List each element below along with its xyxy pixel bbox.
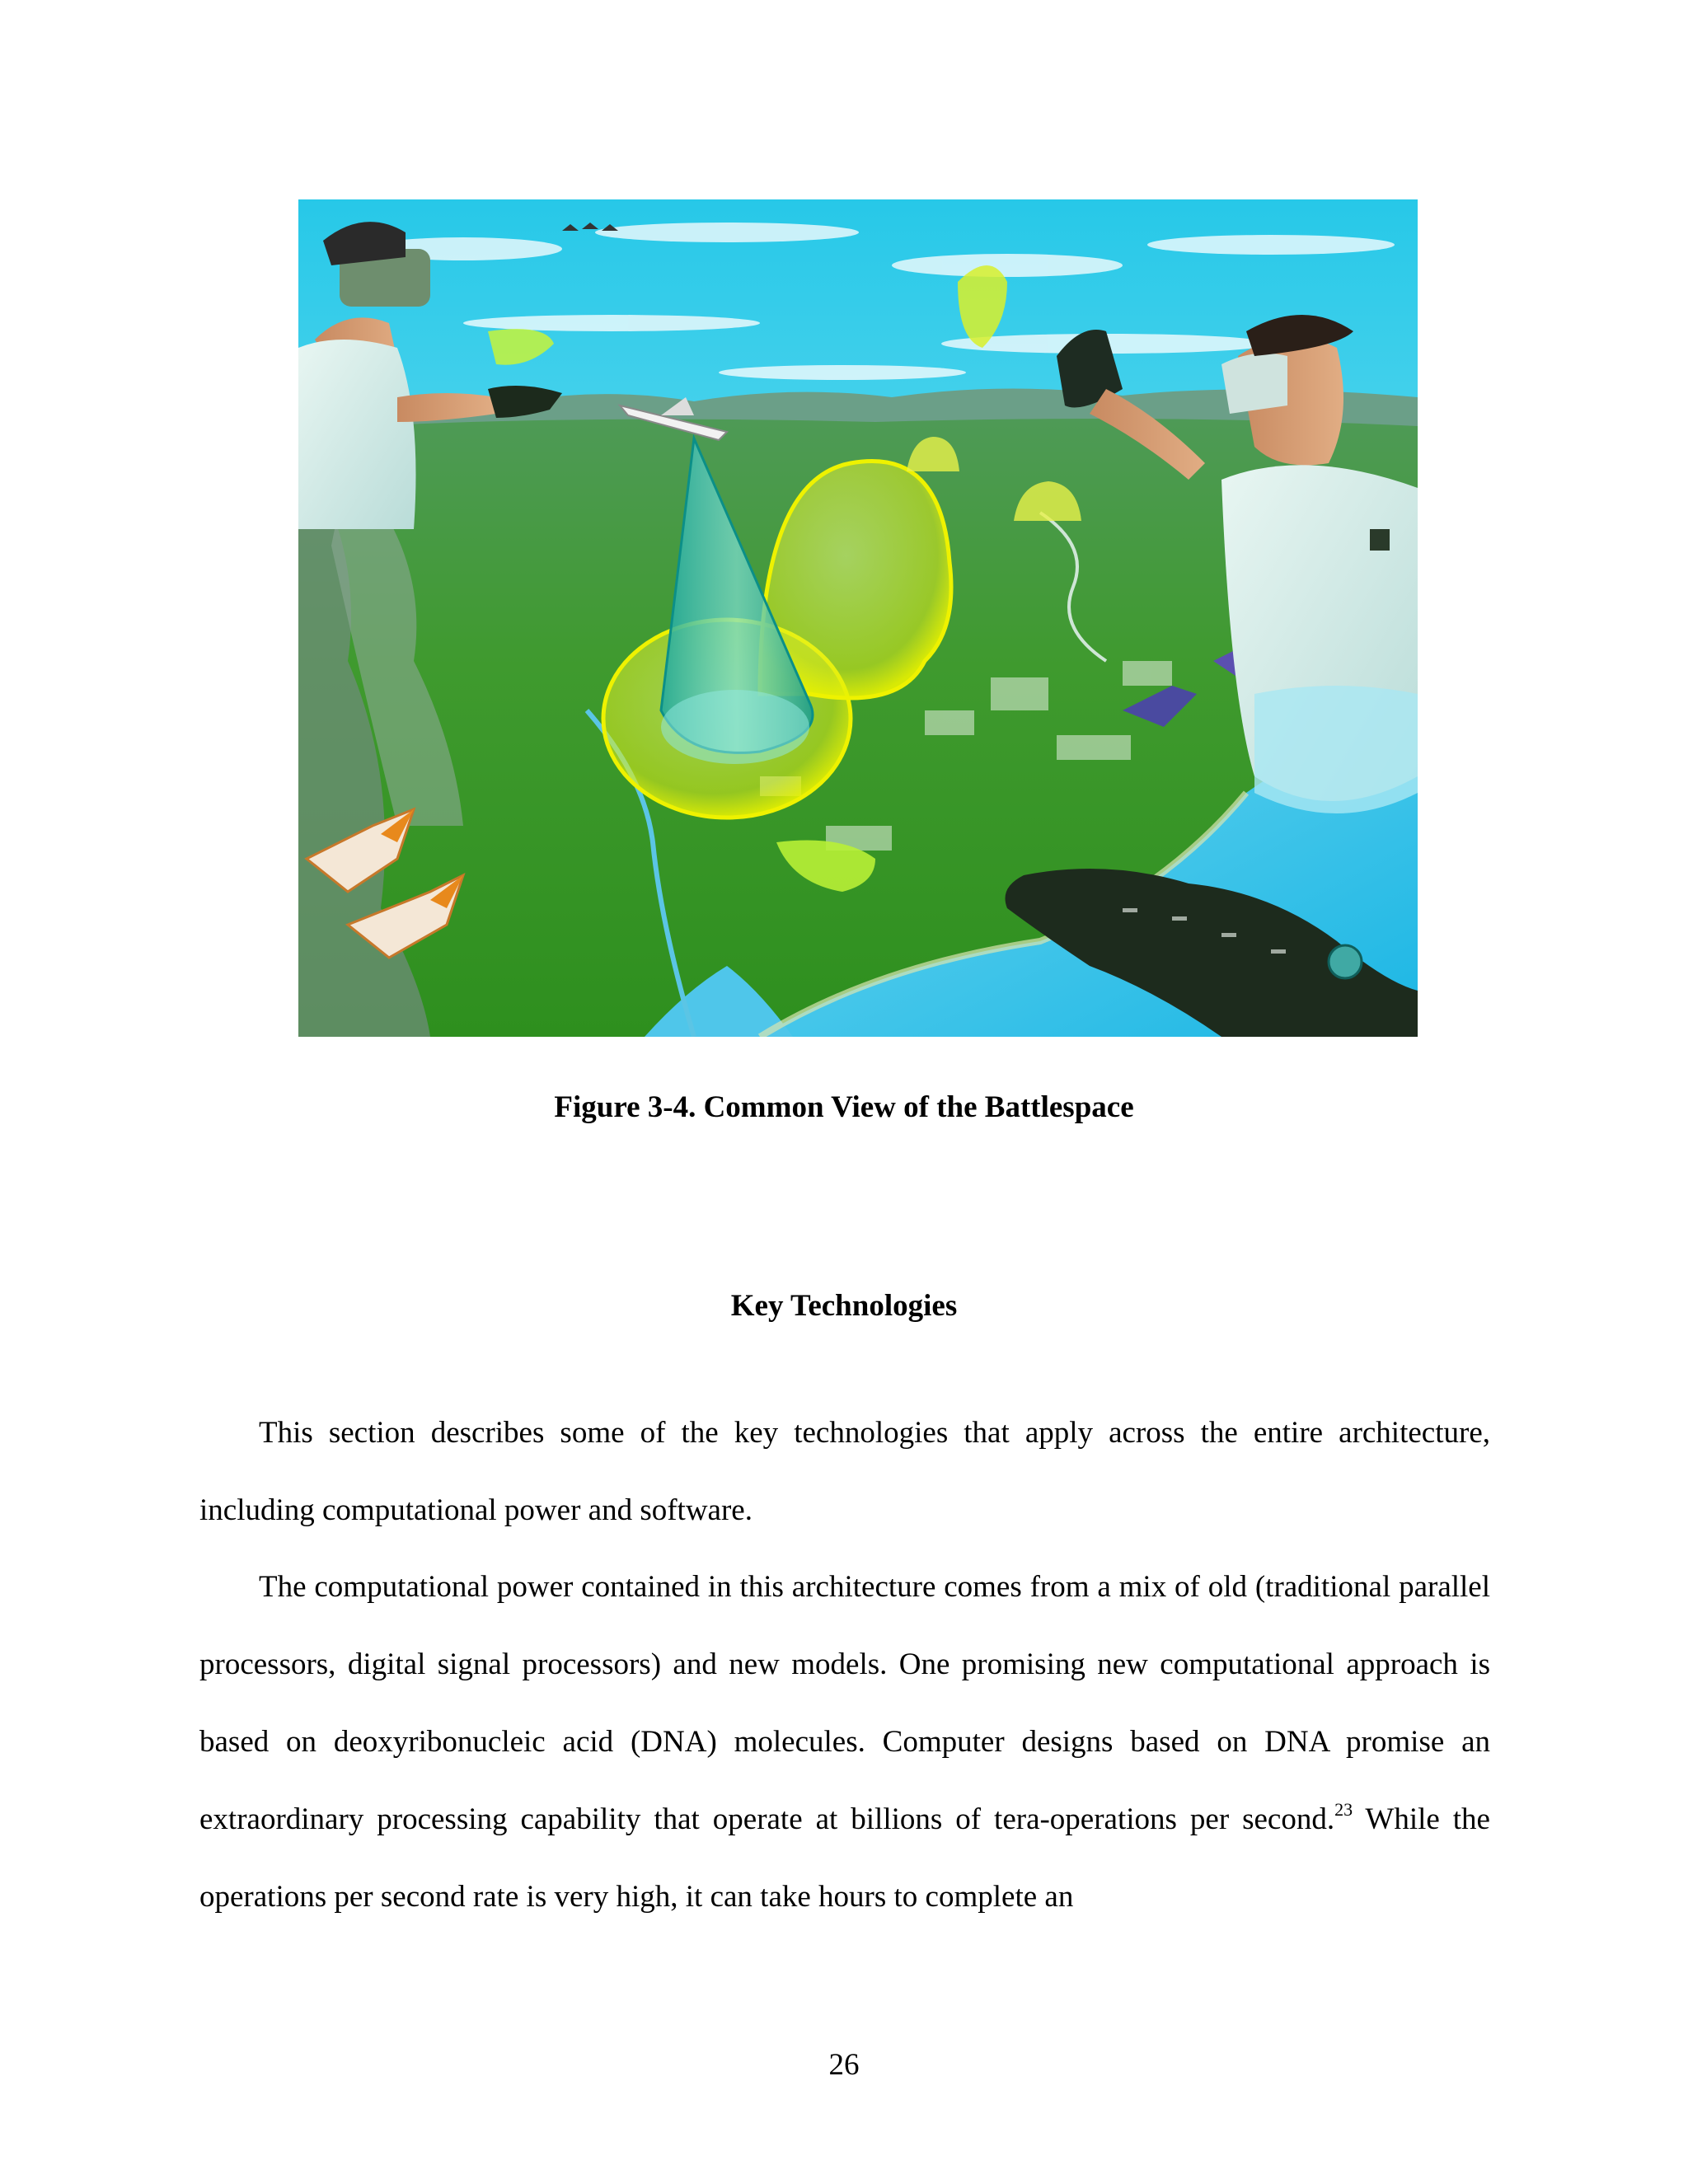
battlespace-illustration <box>298 199 1418 1037</box>
body-paragraph <box>199 1549 1490 1936</box>
body-paragraph: This section describes some of the key technologies that apply across the entire architecture, including computational power and software. <box>199 1416 1490 1527</box>
paragraph-text-continued: While the operations per second rate is very high, it can take hours to complete an <box>199 1802 1490 1914</box>
figure-caption: Figure 3-4. Common View of the Battlespace <box>554 1090 1134 1124</box>
paragraph-text: The computational power contained in this architecture comes from a mix of old (traditional parallel processors, digital signal processors) and new models. One promising new computational approach is based on deoxyribonucleic acid (DNA) molecules. Computer designs based on DNA promise an extraordinary processing capability that operate at billions of tera-operations per second. <box>199 1570 1490 1836</box>
footnote-reference[interactable]: 23 <box>1334 1799 1353 1820</box>
page-number: 26 <box>828 2048 860 2082</box>
section-heading: Key Technologies <box>730 1289 958 1323</box>
